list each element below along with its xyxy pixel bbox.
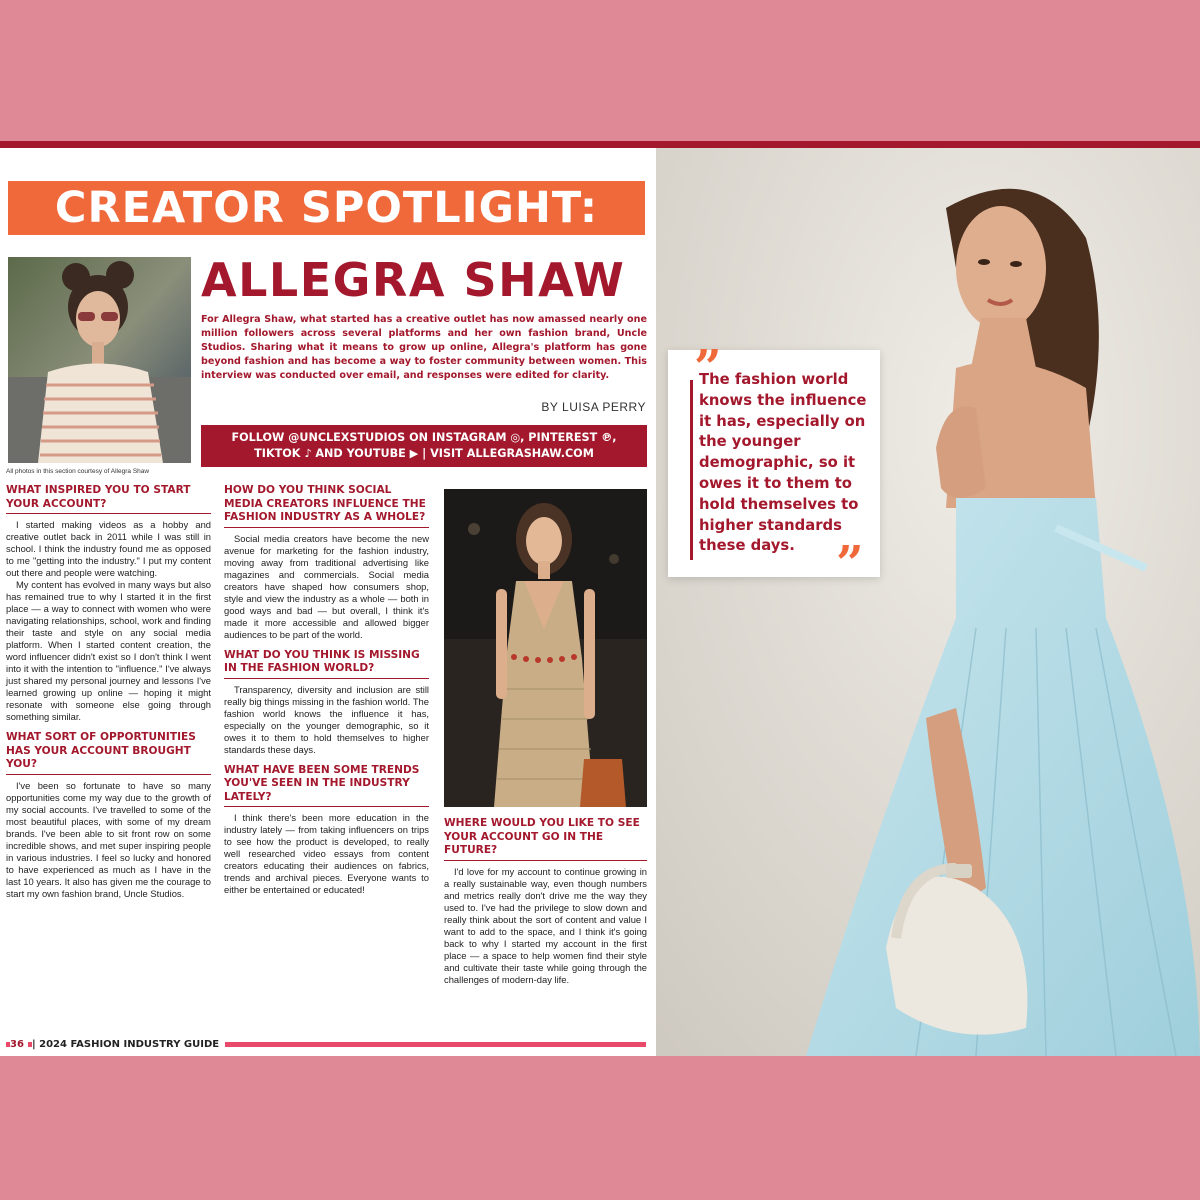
hero-photo-illustration: [656, 148, 1200, 1056]
section-banner: [8, 181, 645, 235]
answer-paragraph: I think there's been more education in the industry lately — from taking influencers on trips to see how the product is developed, to really well researched video essays from content creators educating their audiences on fabrics, trends and archival pieces. Everyone wants to either be entertained or educated!: [224, 812, 429, 895]
question-heading: WHAT SORT OF OPPORTUNITIES HAS YOUR ACCOUNT BROUGHT YOU?: [6, 731, 211, 775]
question-heading: WHAT HAVE BEEN SOME TRENDS YOU'VE SEEN IN THE INDUSTRY LATELY?: [224, 764, 429, 808]
question-heading: WHAT DO YOU THINK IS MISSING IN THE FASHION WORLD?: [224, 649, 429, 679]
event-photo: [444, 489, 647, 807]
answer-paragraph: I started making videos as a hobby and creative outlet back in 2011 while I was still in school. I think the industry found me as opposed to me "getting into the industry." I put my content out there and people were watching.: [6, 519, 211, 578]
creator-name: ALLEGRA SHAW: [201, 253, 626, 307]
follow-line-1: FOLLOW @UNCLEXSTUDIOS ON INSTAGRAM ◎, PINTEREST ℗,: [231, 431, 617, 444]
answer-paragraph: Social media creators have become the new avenue for marketing for the fashion industry, moving away from traditional advertising like magazines and commercials. Social media creators have shaped how consumers shop, style and view the industry as a whole — both in good ways and bad — but overall, I think it's made it more accessible and allowed bigger audiences to be part of the world.: [224, 532, 429, 640]
pull-quote-box: [668, 340, 880, 592]
follow-banner: [201, 425, 647, 467]
event-photo-illustration: [444, 489, 647, 807]
follow-line-2: TIKTOK ♪ AND YOUTUBE ▶ | VISIT ALLEGRASHAW.COM: [254, 447, 594, 460]
answer-paragraph: My content has evolved in many ways but also has remained true to why I started it in the first place — a way to connect with women who were navigating relationships, school, work and finding their taste and style on any social media platform. When I started content creation, the word influencer didn't exist so I don't think I went into it with the intention to "influence." I've always just shared my personal journey and lessons I've learned growing up online — hoping it might resonate with someone else going through something similar.: [6, 579, 211, 722]
magazine-spread: [0, 141, 1200, 1056]
banner-title: CREATOR SPOTLIGHT:: [54, 183, 599, 233]
column-1: [6, 484, 211, 908]
close-quote-icon: ”: [836, 536, 864, 592]
right-page-photo: [656, 148, 1200, 1056]
answer-paragraph: I've been so fortunate to have so many opportunities come my way due to the growth of my social accounts. I've travelled to some of the most beautiful places, with some of my dream brands. I've been able to sit front row on some incredible shows, and met super inspiring people in various industries. I feel so lucky and honored to have experienced as much as I have in the last 10 years. It also has given me the courage to start my own fashion brand, Uncle Studios.: [6, 779, 211, 899]
answer-paragraph: I'd love for my account to continue growing in a really sustainable way, even though numbers and metrics really don't drive me the way they used to. I've had the privilege to slow down and really think about the sort of content and value I want to add to the space, and I think it's going back to why I started my account in the first place — a space to help women find their style and cultivate their taste while going through the challenges of modern-day life.: [444, 865, 647, 985]
page-number: 36: [10, 1039, 28, 1050]
byline: BY LUISA PERRY: [541, 400, 646, 414]
question-heading: HOW DO YOU THINK SOCIAL MEDIA CREATORS INFLUENCE THE FASHION INDUSTRY AS A WHOLE?: [224, 484, 429, 528]
portrait-photo-illustration: [8, 257, 191, 463]
portrait-photo: [8, 257, 191, 463]
column-2: [224, 484, 429, 904]
top-rule: [0, 141, 1200, 148]
photo-credit: All photos in this section courtesy of Allegra Shaw: [6, 468, 150, 475]
open-quote-icon: ”: [694, 340, 722, 396]
question-heading: WHAT INSPIRED YOU TO START YOUR ACCOUNT?: [6, 484, 211, 514]
column-3: [444, 486, 647, 994]
left-page: [0, 148, 656, 1056]
intro-paragraph: For Allegra Shaw, what started has a creative outlet has now amassed nearly one million followers across several platforms and her own fashion brand, Uncle Studios. Sharing what it means to grow up online, Allegra's platform has gone beyond fashion and has become a way to foster community between women. This interview was conducted over email, and responses were edited for clarity.: [201, 314, 647, 381]
answer-paragraph: Transparency, diversity and inclusion are still really big things missing in the fashion world. The fashion world knows the influence it has, especially on the younger demographic, so it owes it to them to hold themselves to higher standards these days.: [224, 683, 429, 755]
pull-quote-text: The fashion world knows the influence it has, especially on the younger demographic, so it owes it to them to hold themselves to higher standards these days.: [699, 371, 867, 555]
guide-title: | 2024 FASHION INDUSTRY GUIDE: [32, 1039, 225, 1050]
pull-quote-rule: [690, 380, 693, 560]
question-heading: WHERE WOULD YOU LIKE TO SEE YOUR ACCOUNT GO IN THE FUTURE?: [444, 817, 647, 861]
